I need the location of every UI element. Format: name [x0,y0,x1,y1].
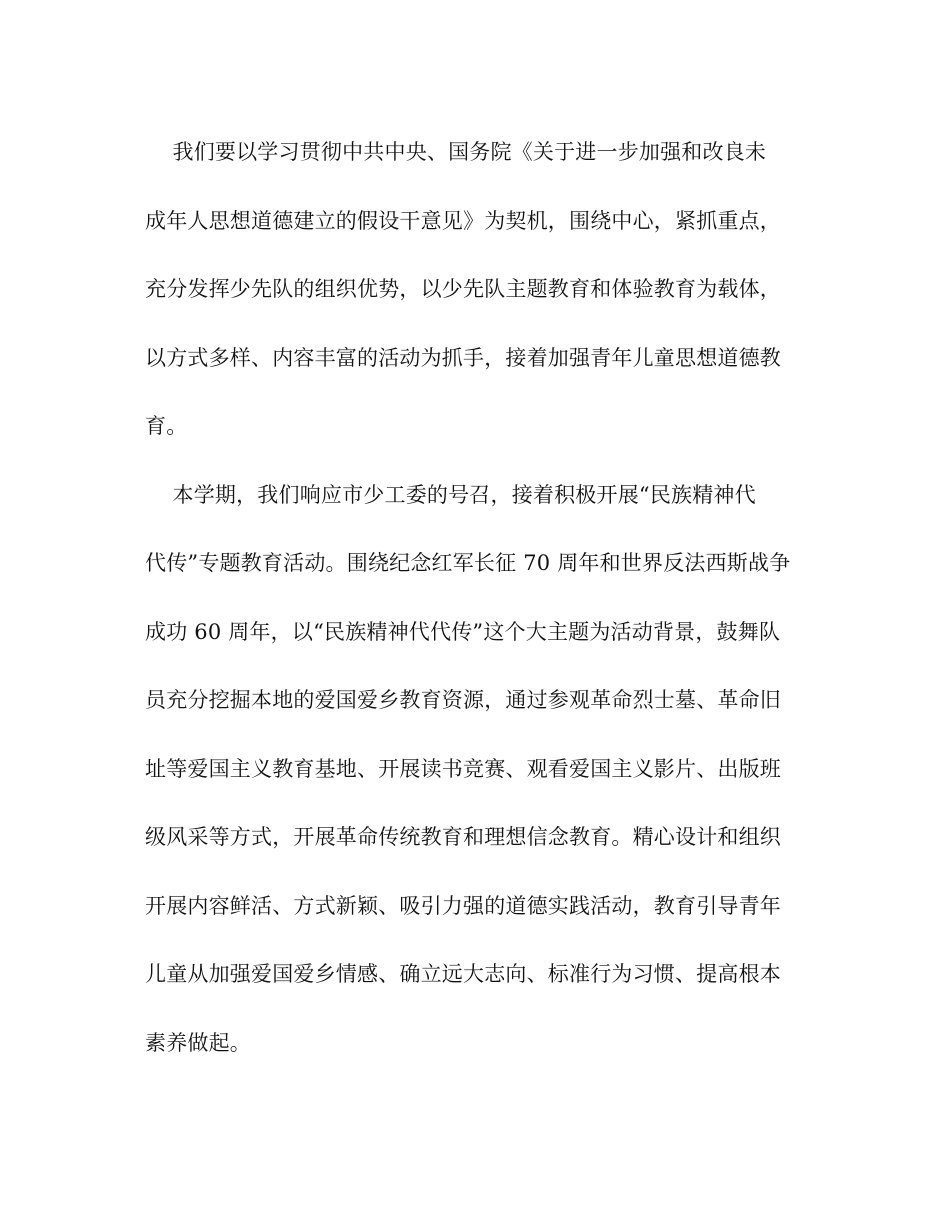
text-line: 以方式多样、内容丰富的活动为抓手，接着加强青年儿童思想道德教 [145,345,781,370]
text-line: 我们要以学习贯彻中共中央、国务院《关于进一步加强和改良未 [145,140,767,164]
text-line: 址等爱国主义教育基地、开展读书竞赛、观看爱国主义影片、出版班 [145,756,781,781]
text-line: 本学期，我们响应市少工委的号召，接着积极开展“民族精神代 [145,482,756,507]
text-line: 素养做起。 [145,1030,251,1055]
text-line: 级风采等方式，开展革命传统教育和理想信念教育。精心设计和组织 [145,825,781,849]
paragraph-2 [145,461,815,1078]
text-line: 开展内容鲜活、方式新颖、吸引力强的道德实践活动，教育引导青年 [145,893,781,918]
document-body [145,118,815,1077]
text-line: 育。 [145,414,188,438]
text-line: 代传”专题教育活动。围绕纪念红军长征 70 周年和世界反法西斯战争 [145,551,791,575]
text-line: 儿童从加强爱国爱乡情感、确立远大志向、标准行为习惯、提高根本 [145,962,781,986]
text-line: 员充分挖掘本地的爱国爱乡教育资源，通过参观革命烈士墓、革命旧 [145,688,781,712]
text-line: 充分发挥少先队的组织优势，以少先队主题教育和体验教育为载体， [145,277,781,301]
paragraph-1 [145,118,815,461]
text-line: 成年人思想道德建立的假设干意见》为契机，围绕中心，紧抓重点， [145,208,781,233]
text-line: 成功 60 周年，以“民族精神代代传”这个大主题为活动背景，鼓舞队 [145,619,781,644]
